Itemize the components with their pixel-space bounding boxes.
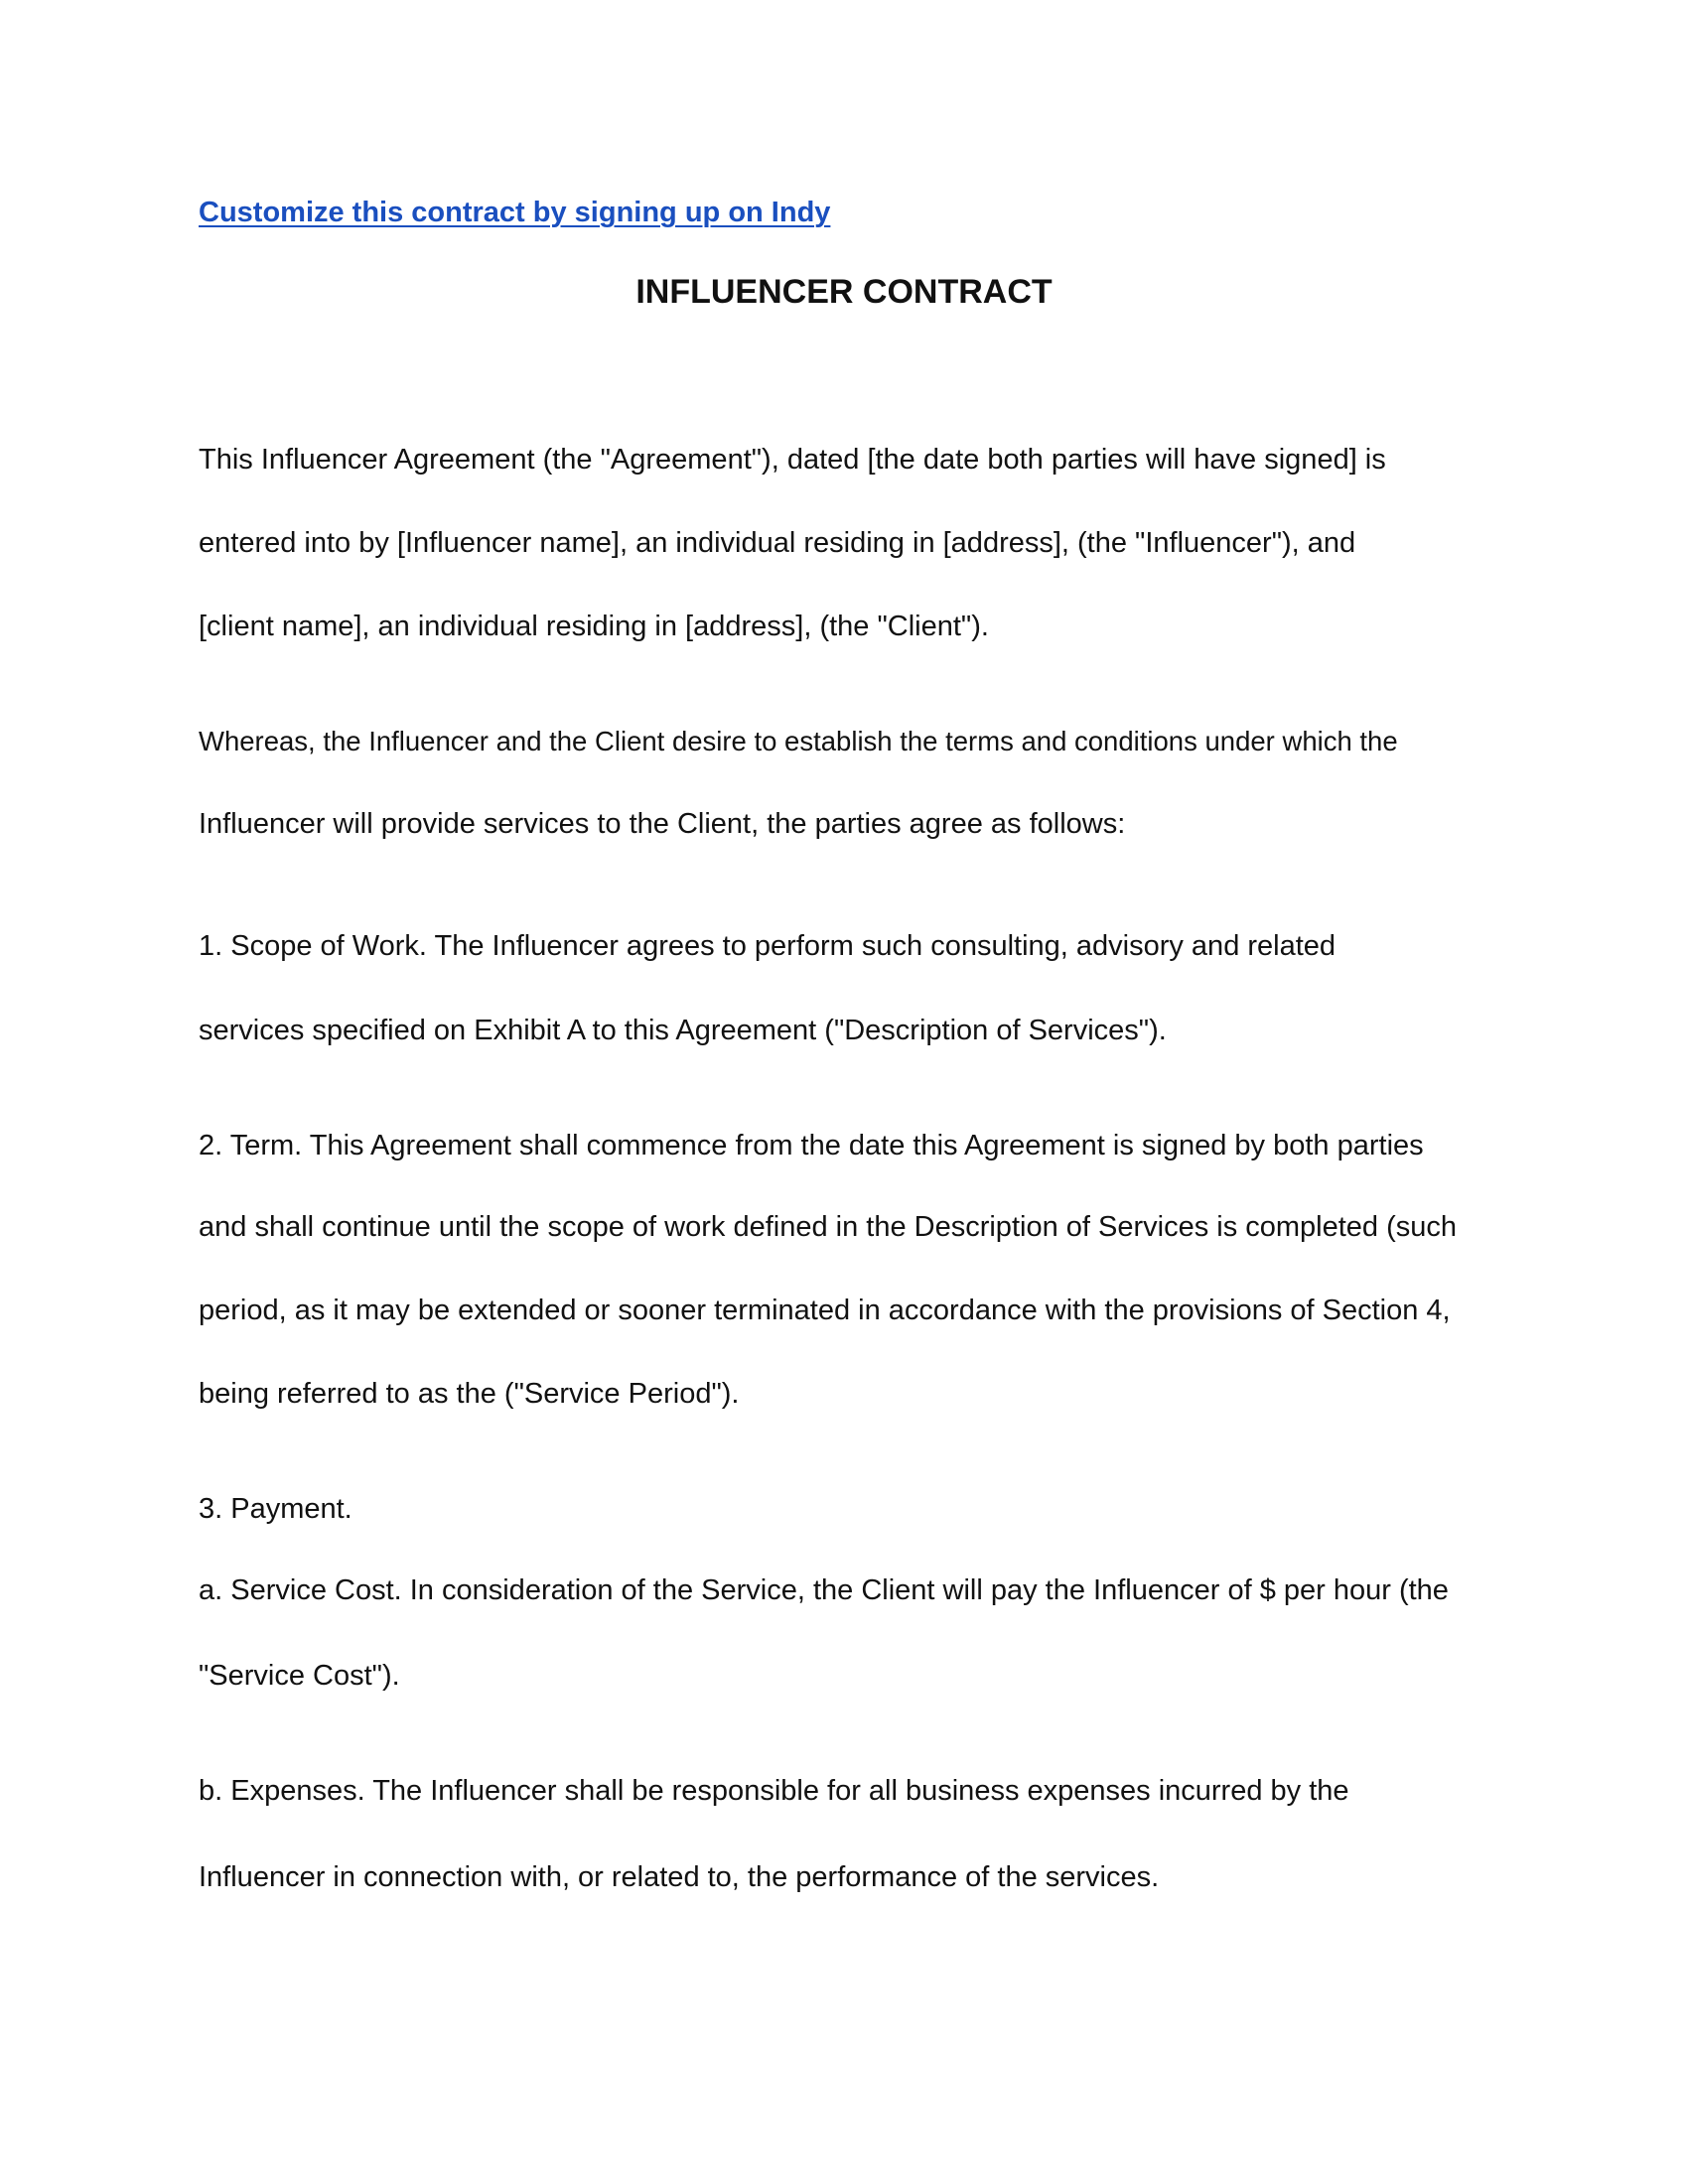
term-line-4: being referred to as the ("Service Period"). bbox=[199, 1378, 740, 1410]
service-cost-line-2: "Service Cost"). bbox=[199, 1660, 400, 1692]
intro-line-2: entered into by [Influencer name], an individual residing in [address], (the "Influencer"), and bbox=[199, 527, 1356, 559]
scope-line-1: 1. Scope of Work. The Influencer agrees to perform such consulting, advisory and related bbox=[199, 930, 1336, 962]
expenses-line-2: Influencer in connection with, or related to, the performance of the services. bbox=[199, 1861, 1160, 1893]
signup-link[interactable]: Customize this contract by signing up on Indy bbox=[199, 197, 831, 228]
whereas-line-2: Influencer will provide services to the Client, the parties agree as follows: bbox=[199, 808, 1126, 840]
scope-line-2: services specified on Exhibit A to this Agreement ("Description of Services"). bbox=[199, 1015, 1167, 1046]
service-cost-line-1: a. Service Cost. In consideration of the Service, the Client will pay the Influencer of $ per hour (the bbox=[199, 1574, 1449, 1606]
intro-line-3: [client name], an individual residing in [address], (the "Client"). bbox=[199, 611, 989, 642]
term-line-2: and shall continue until the scope of work defined in the Description of Services is completed (such bbox=[199, 1211, 1458, 1243]
payment-heading: 3. Payment. bbox=[199, 1493, 352, 1525]
whereas-line-1: Whereas, the Influencer and the Client desire to establish the terms and conditions under which the bbox=[199, 726, 1398, 756]
intro-line-1: This Influencer Agreement (the "Agreement"), dated [the date both parties will have signed] is bbox=[199, 444, 1386, 476]
term-line-1: 2. Term. This Agreement shall commence from the date this Agreement is signed by both parties bbox=[199, 1130, 1424, 1161]
term-line-3: period, as it may be extended or sooner terminated in accordance with the provisions of Section 4, bbox=[199, 1295, 1451, 1326]
expenses-line-1: b. Expenses. The Influencer shall be responsible for all business expenses incurred by the bbox=[199, 1775, 1349, 1807]
document-title: INFLUENCER CONTRACT bbox=[635, 273, 1053, 311]
